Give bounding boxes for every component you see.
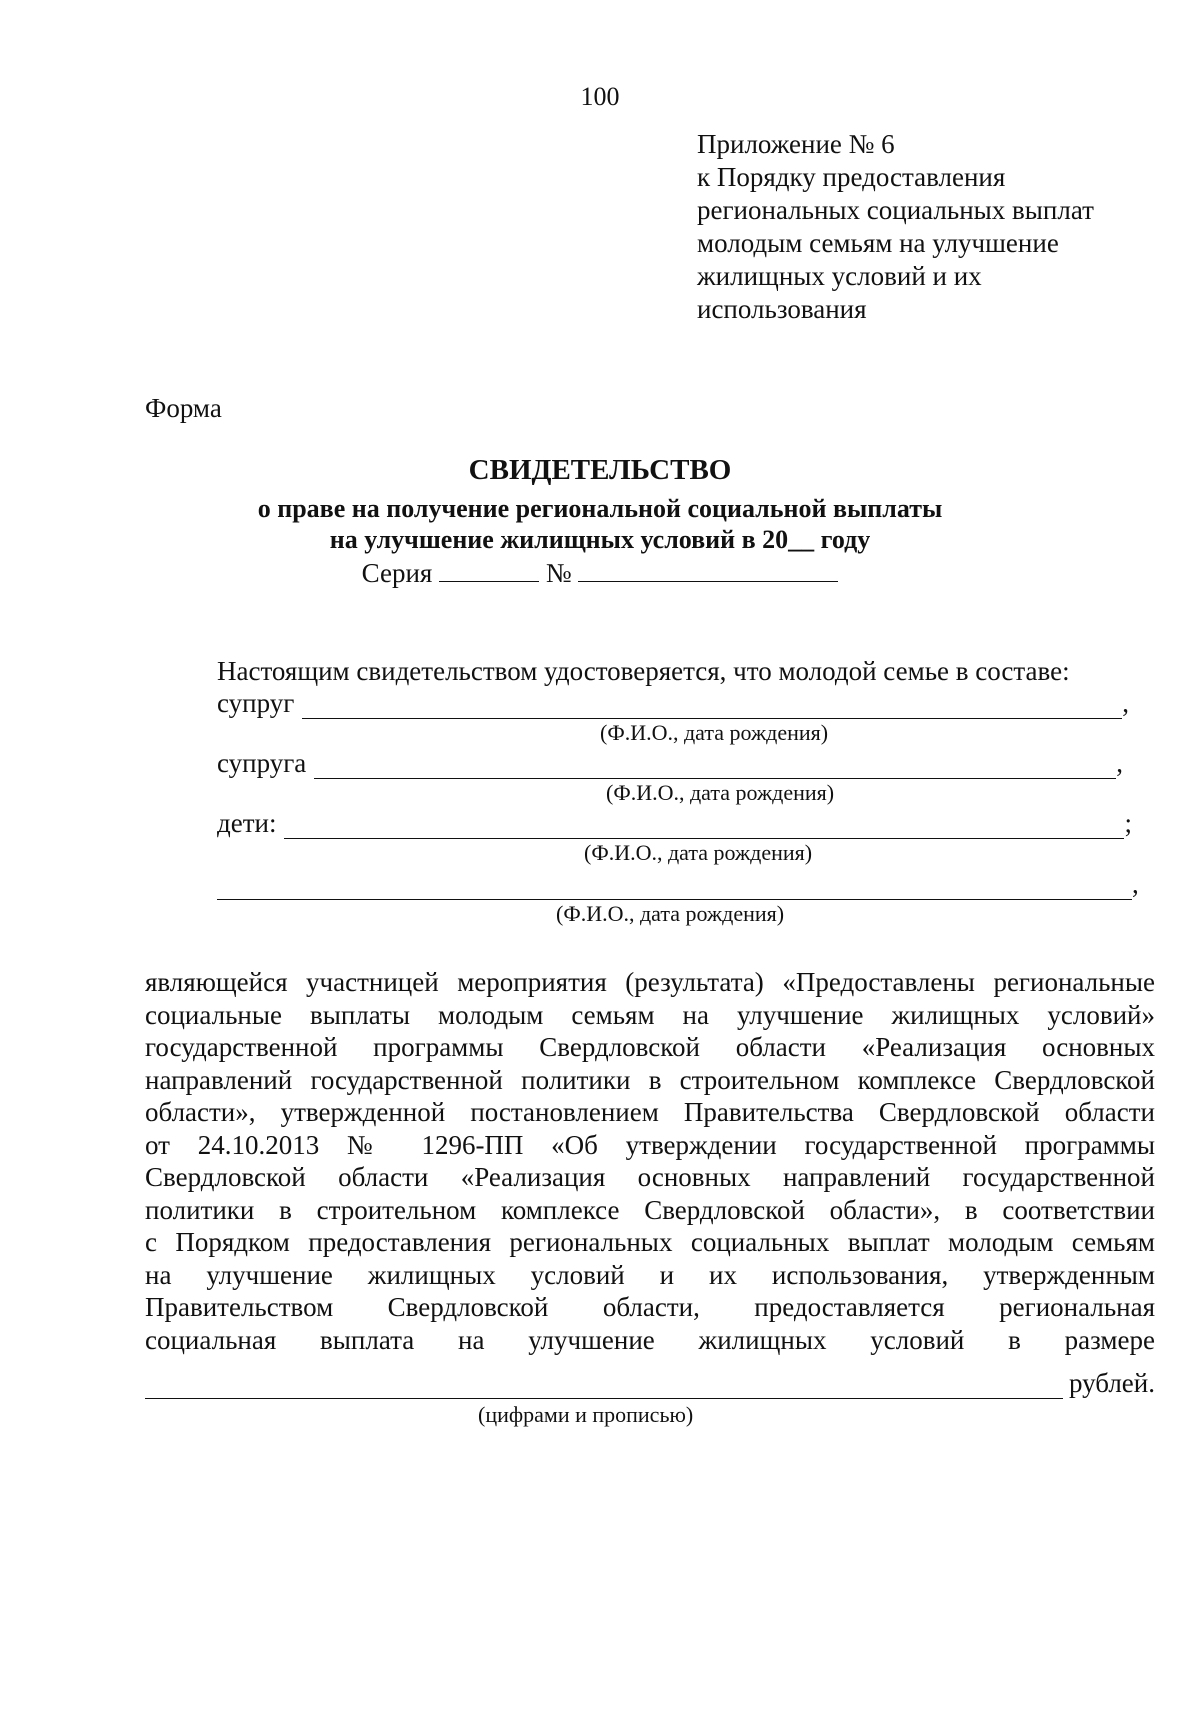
appendix-line: жилищных условий и их: [697, 261, 982, 291]
appendix-line: региональных социальных выплат: [697, 195, 1094, 225]
sum-line: [145, 1374, 1063, 1399]
caption-fio: (Ф.И.О., дата рождения): [606, 780, 835, 805]
children-extra-row: [217, 869, 1139, 900]
series-label: Серия: [361, 558, 433, 588]
number-blank: [578, 557, 838, 582]
children-row: [217, 808, 1132, 839]
appendix-line: к Порядку предоставления: [697, 162, 1006, 192]
body-line: являющейся участницей мероприятия (результата) «Предоставлены региональные: [145, 967, 1155, 997]
series-blank: [439, 557, 539, 582]
caption-fio: (Ф.И.О., дата рождения): [600, 720, 829, 745]
children-line: [284, 816, 1124, 839]
body-line: политики в строительном комплексе Свердловской области», в соответствии: [145, 1194, 1155, 1225]
spouse-wife-line: [314, 756, 1116, 779]
form-label: Форма: [145, 393, 222, 423]
appendix-note: [697, 128, 1094, 326]
appendix-line: Приложение № 6: [697, 129, 895, 159]
body-line: социальные выплаты молодым семьям на улучшение жилищных условий»: [145, 999, 1155, 1030]
document-title: СВИДЕТЕЛЬСТВО: [468, 454, 732, 486]
intro-text: Настоящим свидетельством удостоверяется, что молодой семье в составе:: [217, 656, 1070, 686]
row-end-mark: ;: [1124, 808, 1132, 838]
caption-fio: (Ф.И.О., дата рождения): [556, 901, 785, 926]
spouse-husband-line: [302, 696, 1122, 719]
sum-row: [145, 1368, 1155, 1399]
appendix-line: молодым семьям на улучшение: [697, 228, 1059, 258]
spouse-wife-row: [217, 748, 1123, 779]
currency-label: рублей.: [1068, 1368, 1155, 1398]
caption-fio: (Ф.И.О., дата рождения): [584, 840, 813, 865]
row-end-mark: ,: [1116, 748, 1124, 778]
page-number: 100: [580, 82, 620, 111]
document-subtitle-line-1: о праве на получение региональной социальной выплаты: [257, 494, 943, 523]
body-line: государственной программы Свердловской области «Реализация основных: [145, 1032, 1155, 1062]
body-line: направлений государственной политики в строительном комплексе Свердловской: [145, 1064, 1155, 1095]
row-end-mark: ,: [1132, 869, 1139, 899]
spouse-wife-label: супруга: [217, 748, 307, 778]
document-subtitle-line-2: на улучшение жилищных условий в 20__ году: [329, 525, 871, 554]
body-line: области», утвержденной постановлением Правительства Свердловской области: [145, 1097, 1155, 1127]
body-paragraph: [145, 966, 1155, 1356]
body-line: с Порядком предоставления региональных социальных выплат молодым семьям: [145, 1227, 1155, 1257]
body-line: Свердловской области «Реализация основных направлений государственной: [145, 1162, 1155, 1192]
appendix-line: использования: [697, 294, 867, 324]
spouse-husband-label: супруг: [217, 688, 295, 718]
body-line: социальная выплата на улучшение жилищных условий в размере: [145, 1324, 1155, 1355]
series-number-row: [0, 557, 1200, 589]
children-extra-line: [217, 877, 1132, 900]
children-label: дети:: [217, 808, 277, 838]
sum-caption: (цифрами и прописью): [478, 1402, 694, 1427]
body-line: Правительством Свердловской области, предоставляется региональная: [145, 1292, 1155, 1322]
body-line: от 24.10.2013 № 1296-ПП «Об утверждении государственной программы: [145, 1129, 1155, 1160]
number-label: №: [545, 558, 572, 588]
spouse-husband-row: [217, 688, 1129, 719]
body-line: на улучшение жилищных условий и их использования, утвержденным: [145, 1259, 1155, 1290]
row-end-mark: ,: [1122, 688, 1130, 718]
